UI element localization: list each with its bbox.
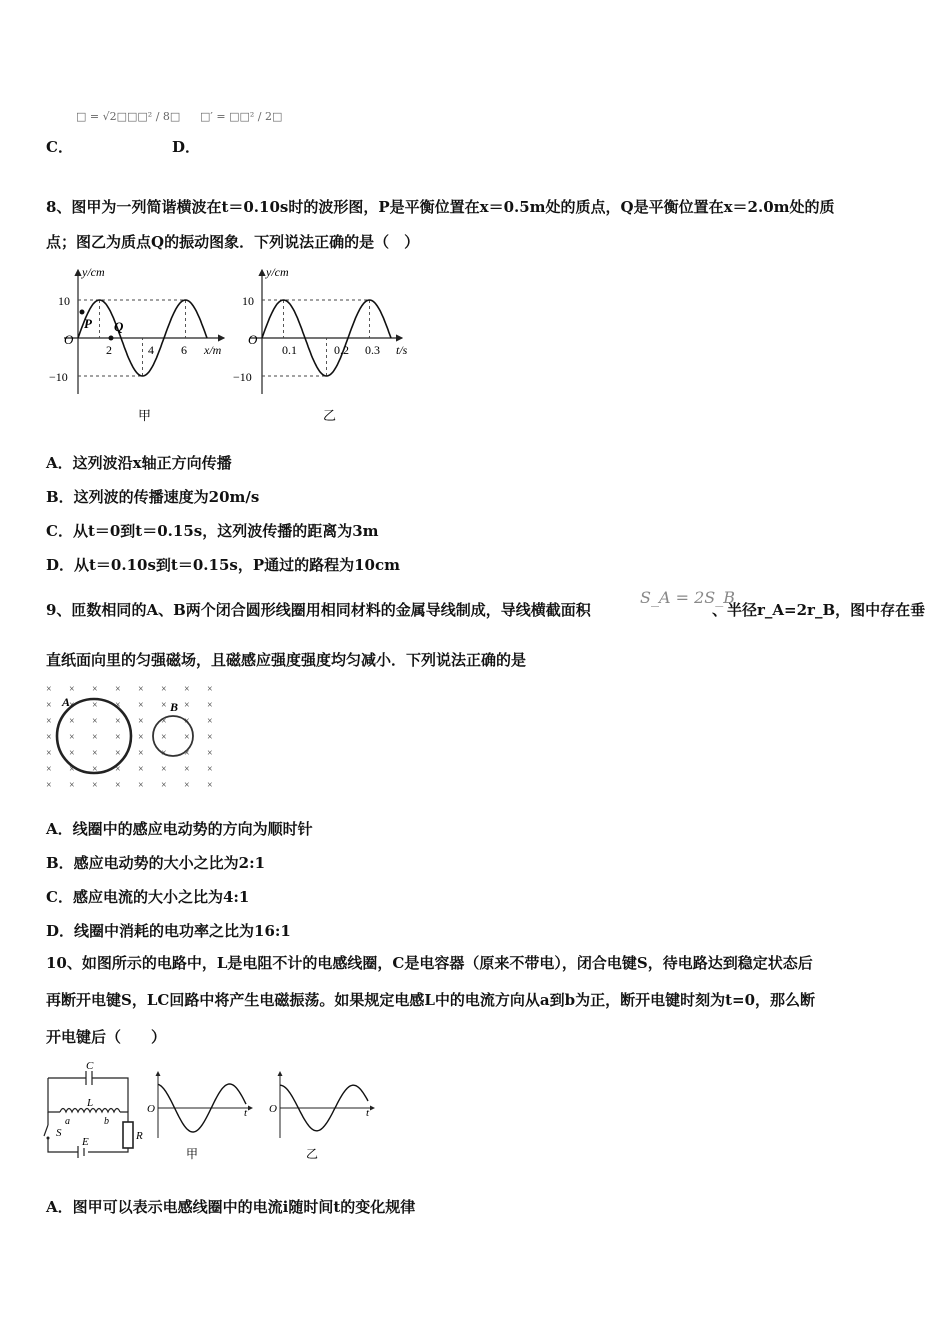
origin-label: O [147,1103,155,1115]
q8-wave-graph [44,262,234,432]
field-cross: × [184,716,190,727]
q10-circuit-diagram [40,1060,150,1170]
q10-stem-line2: 再断开电键S，LC回路中将产生电磁振荡。如果规定电感L中的电流方向从a到b为正，断开电键时刻为t=0，那么断 [46,991,816,1009]
field-cross: × [161,684,167,695]
point-q-label: Q [114,319,124,334]
field-cross: × [161,764,167,775]
xlabel: x/m [204,343,222,357]
switch-contact [47,1137,50,1140]
field-cross: × [46,748,52,759]
field-cross: × [115,732,121,743]
q7-option-d-label: D． [172,138,201,156]
coil-b-label: B [170,700,179,714]
q9-stem-line2: 直纸面向里的匀强磁场，且磁感应强度强度均匀减小．下列说法正确的是 [46,651,527,669]
q9-option-a[interactable]: A．线圈中的感应电动势的方向为顺时针 [46,820,313,838]
q10-stem-line3: 开电键后（ ） [46,1028,167,1046]
field-cross: × [46,732,52,743]
q9-stem-line1a: 9、匝数相同的A、B两个闭合圆形线圈用相同材料的金属导线制成，导线横截面积 [46,601,591,619]
field-cross: × [138,700,144,711]
field-cross: × [207,748,213,759]
ytick-top: 10 [58,294,70,308]
field-cross: × [92,716,98,727]
field-cross: × [92,732,98,743]
node-a-label: a [65,1116,70,1127]
xtick-2: 2 [106,343,112,357]
field-cross: × [207,780,213,791]
field-cross: × [115,748,121,759]
q9-magnetic-field-figure [40,680,220,792]
field-cross: × [207,764,213,775]
field-cross: × [69,764,75,775]
q8-option-a[interactable]: A．这列波沿x轴正方向传播 [46,454,232,472]
field-cross: × [46,780,52,791]
field-cross: × [92,684,98,695]
point-q [109,336,114,341]
field-cross: × [115,684,121,695]
field-cross: × [115,700,121,711]
xtick-01: 0.1 [282,343,297,357]
inductor-label: L [87,1097,94,1109]
field-cross: × [46,684,52,695]
ytick-bottom: −10 [49,370,68,384]
q9-option-d[interactable]: D．线圈中消耗的电功率之比为16:1 [46,922,291,940]
q7-formula-c: □ = √2□□□² / 8□ [76,110,181,123]
point-p-label: P [84,316,92,331]
field-cross: × [161,716,167,727]
caption-yi: 乙 [323,408,337,423]
field-cross: × [184,684,190,695]
field-cross: × [138,780,144,791]
field-cross: × [115,764,121,775]
caption-yi: 乙 [306,1147,319,1161]
caption-jia: 甲 [138,408,152,423]
field-cross: × [184,732,190,743]
q10-graph-jia [144,1068,260,1168]
field-cross: × [138,684,144,695]
field-cross: × [92,764,98,775]
xtick-03: 0.3 [365,343,380,357]
t-label: t [244,1107,248,1119]
field-cross: × [138,764,144,775]
q8-option-c[interactable]: C．从t＝0到t＝0.15s，这列波传播的距离为3m [46,522,379,540]
coil-a-label: A [62,695,71,709]
q9-option-c[interactable]: C．感应电流的大小之比为4:1 [46,888,250,906]
field-cross: × [46,700,52,711]
origin-label: O [269,1103,277,1115]
ytick-top: 10 [242,294,254,308]
caption-jia: 甲 [186,1147,199,1161]
capacitor-label: C [86,1060,94,1072]
switch-label: S [56,1127,62,1139]
field-cross: × [138,732,144,743]
q8-stem-line2: 点；图乙为质点Q的振动图象．下列说法正确的是（ ） [46,233,420,251]
xtick-6: 6 [181,343,187,357]
battery-label: E [82,1136,89,1148]
field-cross: × [69,748,75,759]
field-cross: × [115,780,121,791]
field-cross: × [207,684,213,695]
xtick-4: 4 [148,343,154,357]
q9-option-b[interactable]: B．感应电动势的大小之比为2:1 [46,854,266,872]
field-cross: × [161,732,167,743]
q8-vibration-graph [232,262,422,432]
field-cross: × [69,700,75,711]
q8-stem-line1: 8、图甲为一列简谐横波在t＝0.10s时的波形图，P是平衡位置在x＝0.5m处的质点，Q是平衡位置在x＝2.0m处的质 [46,198,835,216]
field-cross: × [69,732,75,743]
field-cross: × [69,780,75,791]
field-cross: × [92,748,98,759]
field-cross: × [161,780,167,791]
field-cross: × [92,700,98,711]
field-cross: × [161,748,167,759]
field-cross: × [138,748,144,759]
field-cross: × [69,716,75,727]
field-cross: × [207,716,213,727]
q7-formula-d: □′ = □□² / 2□ [200,110,283,123]
xtick-02: 0.2 [334,343,349,357]
field-cross: × [138,716,144,727]
field-cross: × [207,700,213,711]
field-cross: × [184,700,190,711]
field-cross: × [207,732,213,743]
ylabel: y/cm [266,265,289,279]
point-p [80,310,85,315]
q10-option-a[interactable]: A．图甲可以表示电感线圈中的电流i随时间t的变化规律 [46,1198,416,1216]
node-b-label: b [104,1116,109,1127]
q8-option-b[interactable]: B．这列波的传播速度为20m/s [46,488,260,506]
field-cross: × [161,700,167,711]
field-cross: × [69,684,75,695]
field-cross: × [184,748,190,759]
q10-graph-yi [266,1068,382,1168]
t-label: t [366,1107,370,1119]
field-cross: × [115,716,121,727]
q9-stem-line1b: 、半径r_A=2r_B，图中存在垂 [712,601,926,619]
field-cross: × [184,764,190,775]
field-cross: × [92,780,98,791]
origin-label: O [248,332,258,347]
q8-option-d[interactable]: D．从t＝0.10s到t＝0.15s，P通过的路程为10cm [46,556,400,574]
field-cross: × [46,764,52,775]
origin-label: O [64,332,74,347]
xlabel: t/s [396,343,408,357]
q10-stem-line1: 10、如图所示的电路中，L是电阻不计的电感线圈，C是电容器（原来不带电），闭合电键S，待电路达到稳定状态后 [46,954,813,972]
field-cross: × [184,780,190,791]
q7-option-c-label: C． [46,138,73,156]
resistor-label: R [136,1130,143,1142]
q9-area-formula: S_A = 2S_B [640,588,735,607]
ytick-bottom: −10 [233,370,252,384]
field-cross: × [46,716,52,727]
ylabel: y/cm [82,265,105,279]
field-cross-grid [46,684,213,791]
